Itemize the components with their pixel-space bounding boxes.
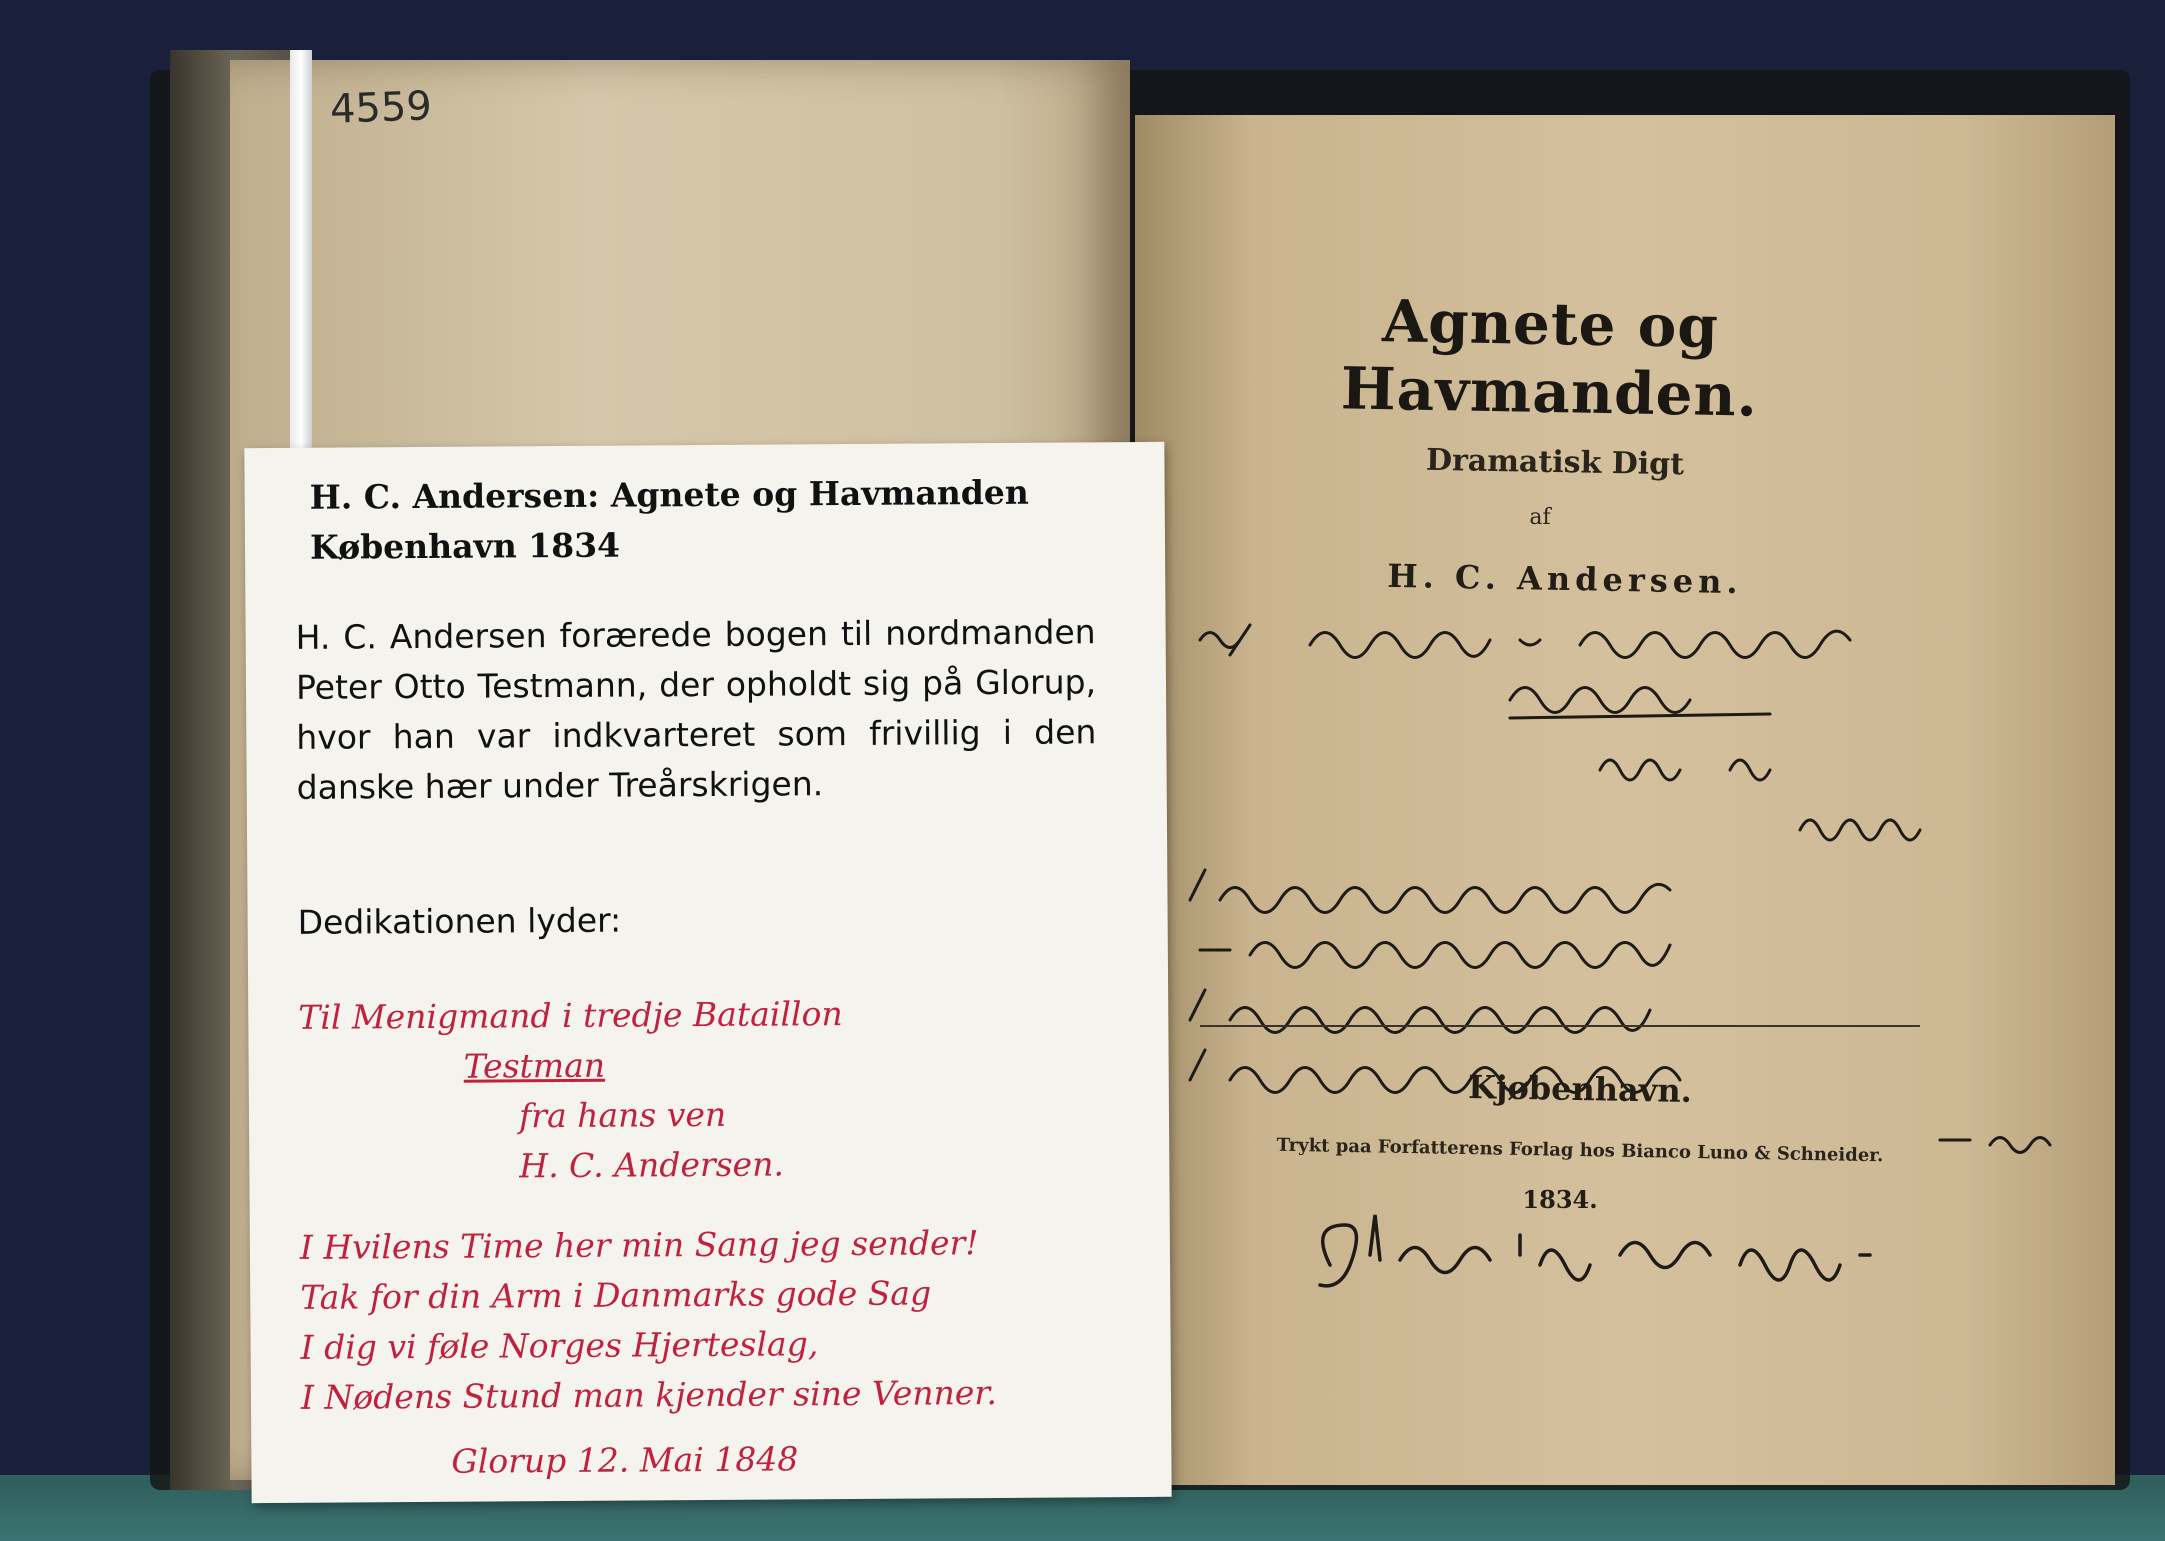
book-af: af xyxy=(1529,505,1551,530)
book-author: H. C. Andersen. xyxy=(1387,556,1743,602)
book-subtitle: Dramatisk Digt xyxy=(1425,442,1685,483)
dedication-line-4: H. C. Andersen. xyxy=(519,1144,785,1186)
inventory-number: 4559 xyxy=(329,83,433,133)
verse-line-4: I Nødens Stund man kjender sine Venner. xyxy=(300,1372,998,1417)
card-heading xyxy=(310,467,1151,573)
card-place-date: Glorup 12. Mai 1848 xyxy=(451,1439,799,1481)
description-card xyxy=(244,442,1171,1503)
verse-line-2: Tak for din Arm i Danmarks gode Sag xyxy=(300,1273,932,1317)
book-title: Agnete og Havmanden. xyxy=(1340,287,1759,430)
card-paragraph: H. C. Andersen forærede bogen til nordmanden Peter Otto Testmann, der opholdt sig på Glorup, hvor han var indkvarteret som frivillig i den danske hær under Treårskrigen. xyxy=(295,612,1097,807)
handwritten-place-date xyxy=(1300,1195,1920,1315)
dedication-line-2: Testman xyxy=(463,1045,606,1086)
card-heading-place-year: København 1834 xyxy=(309,525,621,567)
verse-line-3: I dig vi føle Norges Hjerteslag, xyxy=(300,1324,819,1367)
dedication-line-1: Til Menigmand i tredje Bataillon xyxy=(298,994,843,1037)
dedication-line-3: fra hans ven xyxy=(518,1094,727,1136)
book-year: 1834. xyxy=(1522,1185,1598,1214)
book-printer: Trykt paa Forfatterens Forlag hos Bianco Luno & Schneider. xyxy=(1276,1134,1884,1167)
verse-line-1: I Hvilens Time her min Sang jeg sender! xyxy=(299,1223,979,1267)
book-place: Kjøbenhavn. xyxy=(1467,1068,1693,1110)
card-heading-title: H. C. Andersen: Agnete og Havmanden xyxy=(309,472,1029,517)
handwritten-dedication xyxy=(1160,600,2120,1280)
title-page-rule xyxy=(1200,1025,1920,1027)
card-dedication-intro: Dedikationen lyder: xyxy=(297,900,622,942)
